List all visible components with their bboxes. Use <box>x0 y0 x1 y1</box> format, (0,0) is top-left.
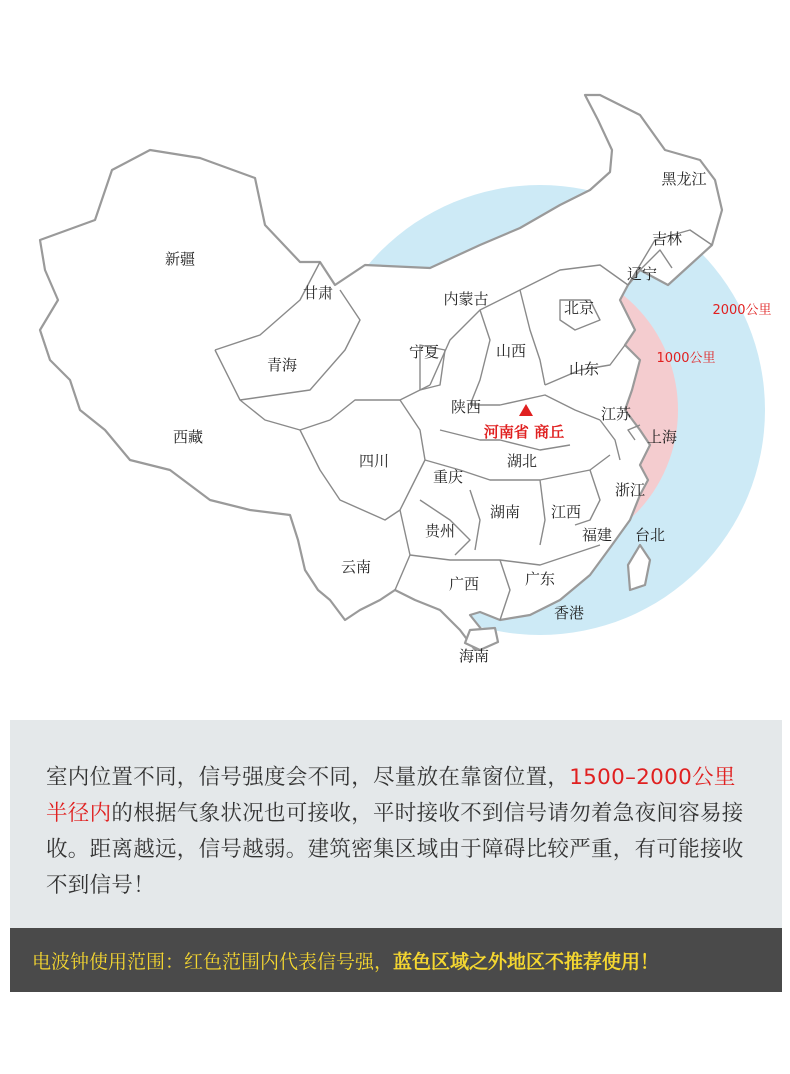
label-hunan: 湖南 <box>489 503 521 521</box>
label-neimenggu: 内蒙古 <box>443 290 489 308</box>
label-yunnan: 云南 <box>340 558 372 576</box>
label-ningxia: 宁夏 <box>408 343 440 361</box>
label-heilongjiang: 黑龙江 <box>661 170 707 188</box>
label-guangxi: 广西 <box>448 575 480 593</box>
footer-text: 电波钟使用范围：红色范围内代表信号强， <box>32 950 394 973</box>
label-shaanxi: 陕西 <box>450 398 482 416</box>
label-xizang: 西藏 <box>172 428 204 446</box>
label-liaoning: 辽宁 <box>626 265 658 283</box>
ring-2000-label: 2000公里 <box>712 303 772 318</box>
footer-warning: 蓝色区域之外地区不推荐使用！ <box>393 950 660 973</box>
label-shanxi: 山西 <box>495 342 527 360</box>
label-hainan: 海南 <box>458 647 490 665</box>
label-guizhou: 贵州 <box>424 522 456 540</box>
label-guangdong: 广东 <box>524 570 556 588</box>
info-panel <box>10 720 782 928</box>
label-hubei: 湖北 <box>506 452 538 470</box>
label-chongqing: 重庆 <box>432 468 464 486</box>
center-label: 河南省 商丘 <box>483 423 565 441</box>
label-gansu: 甘肃 <box>302 284 334 302</box>
label-taibei: 台北 <box>634 526 666 544</box>
ring-1000-label: 1000公里 <box>656 351 716 366</box>
highlight-range: 1500–2000公里半径内 <box>46 765 736 826</box>
label-sichuan: 四川 <box>358 452 390 470</box>
label-beijing: 北京 <box>563 299 595 317</box>
footer-bar <box>10 928 782 992</box>
info-text: 室内位置不同，信号强度会不同，尽量放在靠窗位置，1500–2000公里半径内的根据气象状况也可接收，平时接收不到信号请勿着急夜间容易接收。距离越远，信号越弱。建筑密集区域由于障碍比较严重，有可能接收不到信号！ <box>46 765 744 898</box>
label-jiangsu: 江苏 <box>600 405 632 423</box>
label-qinghai: 青海 <box>266 356 298 374</box>
label-fujian: 福建 <box>581 526 613 544</box>
label-zhejiang: 浙江 <box>614 481 646 499</box>
label-shanghai: 上海 <box>646 428 678 446</box>
label-shandong: 山东 <box>568 360 600 378</box>
label-jilin: 吉林 <box>651 230 683 248</box>
label-xinjiang: 新疆 <box>164 250 196 268</box>
label-xianggang: 香港 <box>553 604 585 622</box>
label-jiangxi: 江西 <box>550 503 582 521</box>
